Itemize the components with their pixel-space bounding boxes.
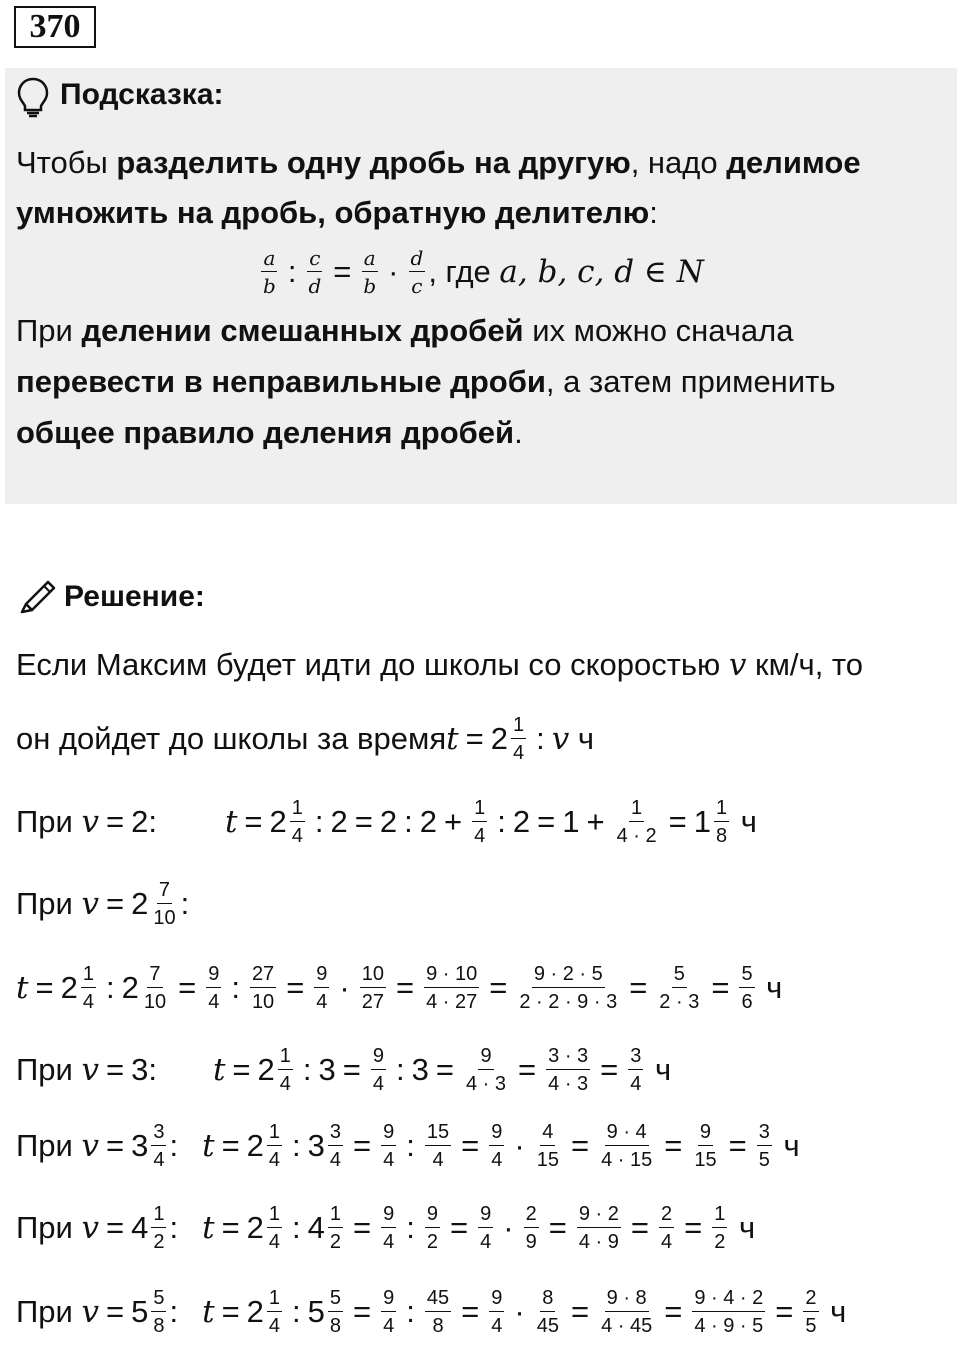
problem-number: 370 <box>14 6 96 48</box>
case-v-2-7-10-calc: t = 2 $\frac{1}{4}$ : 2 $\frac{7}{10}$ = $\frac{9}{4}$ : $\frac{27}{10}$ = $\frac{9}{4}$ · $\frac{10}{27}$ = $\frac{9 \cdot 10}{4 \cdot 27}$ = $\frac{9 \cdot 2 \cdot 5}{2 \cdot 2 \cdot 9 \cdot 3}$ = $\frac{5}{2 \cdot 3}$ = $\frac{5}{6}$ ч <box>16 963 783 1013</box>
solution-title: Решение: <box>64 580 205 613</box>
hint-paragraph-3: При делении смешанных дробей их можно сначала <box>16 313 794 348</box>
hint-formula: $\frac{a}{b}$ : $\frac{c}{d}$ = $\frac{a}{b}$ · $\frac{d}{c}$ , где a, b, c, d ∈ N <box>263 246 704 298</box>
hint-title: Подсказка: <box>60 78 224 111</box>
case-v-2: При v = 2: t = 2 $\frac{1}{4}$ : 2 = 2 : 2 + $\frac{1}{4}$ : 2 = 1 + $\frac{1}{4 \cdot 2}$ = 1 $\frac{1}{8}$ ч <box>16 797 757 847</box>
pencil-icon <box>18 574 58 614</box>
hint-paragraph-5: общее правило деления дробей. <box>16 415 523 450</box>
case-v-4-1-2: При v = 4 $\frac{1}{2}$ : t = 2 $\frac{1}{4}$ : 4 $\frac{1}{2}$ = $\frac{9}{4}$ : $\frac{9}{2}$ = $\frac{9}{4}$ · $\frac{2}{9}$ = $\frac{9 \cdot 2}{4 \cdot 9}$ = $\frac{2}{4}$ = $\frac{1}{2}$ ч <box>16 1203 756 1253</box>
lightbulb-icon <box>16 76 50 118</box>
solution-line-2: он дойдет до школы за время t = 2 $\frac{1}{4}$ : v ч <box>16 714 594 764</box>
case-v-5-5-8: При v = 5 $\frac{5}{8}$ : t = 2 $\frac{1}{4}$ : 5 $\frac{5}{8}$ = $\frac{9}{4}$ : $\frac{45}{8}$ = $\frac{9}{4}$ · $\frac{8}{45}$ = $\frac{9 \cdot 8}{4 \cdot 45}$ = $\frac{9 \cdot 4 \cdot 2}{4 \cdot 9 \cdot 5}$ = $\frac{2}{5}$ ч <box>16 1287 847 1337</box>
hint-paragraph-2: умножить на дробь, обратную делителю: <box>16 195 658 230</box>
case-v-3-3-4: При v = 3 $\frac{3}{4}$ : t = 2 $\frac{1}{4}$ : 3 $\frac{3}{4}$ = $\frac{9}{4}$ : $\frac{15}{4}$ = $\frac{9}{4}$ · $\frac{4}{15}$ = $\frac{9 \cdot 4}{4 \cdot 15}$ = $\frac{9}{15}$ = $\frac{3}{5}$ ч <box>16 1121 800 1171</box>
hint-paragraph-4: перевести в неправильные дроби, а затем применить <box>16 364 836 399</box>
hint-paragraph-1: Чтобы разделить одну дробь на другую, надо делимое <box>16 145 861 180</box>
case-v-2-7-10: При v = 2 $\frac{7}{10}$ : <box>16 879 190 929</box>
case-v-3: При v = 3: t = 2 $\frac{1}{4}$ : 3 = $\frac{9}{4}$ : 3 = $\frac{9}{4 \cdot 3}$ = $\frac{3 \cdot 3}{4 \cdot 3}$ = $\frac{3}{4}$ ч <box>16 1045 672 1095</box>
solution-line-1: Если Максим будет идти до школы со скоростью v км/ч, то <box>16 647 864 683</box>
